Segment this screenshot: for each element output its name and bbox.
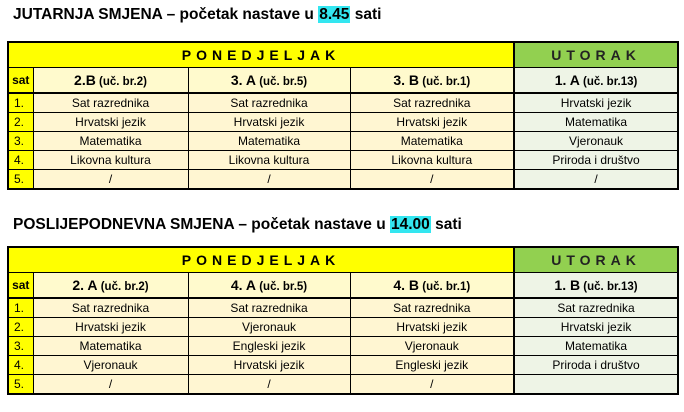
sat-header: sat: [8, 68, 33, 94]
subject-cell: /: [350, 170, 514, 190]
class-room: (uč. br.2): [95, 76, 147, 88]
subject-cell: Sat razrednika: [188, 298, 350, 318]
lesson-row: [8, 151, 678, 170]
class-name: 1. A: [554, 72, 580, 88]
subject-cell: Engleski jezik: [350, 356, 514, 375]
lesson-number: 4.: [8, 356, 33, 375]
day-tuesday: UTORAK: [514, 42, 678, 68]
morning-start-time: 8.45: [319, 6, 350, 23]
lesson-number: 2.: [8, 318, 33, 337]
afternoon-heading-suffix: sati: [430, 216, 462, 233]
sat-header: sat: [8, 273, 33, 299]
class-room: (uč. br.13): [580, 281, 638, 293]
class-header-row: [8, 68, 678, 94]
subject-cell: Likovna kultura: [188, 151, 350, 170]
subject-cell: Sat razrednika: [33, 298, 188, 318]
day-header-row: [8, 247, 678, 273]
subject-cell: Matematika: [33, 337, 188, 356]
lesson-row: [8, 375, 678, 395]
lesson-row: [8, 298, 678, 318]
lesson-number: 1.: [8, 93, 33, 113]
day-header-row: [8, 42, 678, 68]
morning-heading-suffix: sati: [350, 6, 382, 23]
morning-heading: [13, 6, 381, 24]
subject-cell: Hrvatski jezik: [350, 113, 514, 132]
subject-cell: Vjeronauk: [33, 356, 188, 375]
class-name: 2.B: [74, 72, 96, 88]
class-room: (uč. br.13): [579, 76, 638, 88]
class-room: (uč. br.1): [419, 281, 471, 293]
class-header-row: [8, 273, 678, 299]
subject-cell: Vjeronauk: [188, 318, 350, 337]
subject-cell: Matematika: [514, 337, 678, 356]
class-header: [33, 273, 188, 299]
class-name: 4. A: [230, 277, 257, 293]
lesson-row: [8, 356, 678, 375]
subject-cell: [514, 375, 678, 395]
class-room: (uč. br.2): [97, 281, 149, 293]
subject-cell: /: [33, 375, 188, 395]
lesson-number: 4.: [8, 151, 33, 170]
subject-cell: Hrvatski jezik: [188, 356, 350, 375]
class-room: (uč. br.5): [256, 76, 308, 88]
afternoon-start-time: 14.00: [391, 216, 430, 233]
morning-heading-prefix: JUTARNJA SMJENA – početak nastave u: [13, 6, 319, 23]
subject-cell: Likovna kultura: [33, 151, 188, 170]
class-name: 3. A: [230, 72, 257, 88]
subject-cell: Sat razrednika: [350, 298, 514, 318]
subject-cell: Hrvatski jezik: [188, 113, 350, 132]
class-name: 4. B: [393, 277, 420, 293]
class-header: [350, 68, 514, 94]
subject-cell: /: [188, 170, 350, 190]
subject-cell: Sat razrednika: [33, 93, 188, 113]
lesson-row: [8, 132, 678, 151]
lesson-number: 5.: [8, 170, 33, 190]
class-room: (uč. br.5): [256, 281, 308, 293]
class-name: 3. B: [393, 72, 420, 88]
lesson-row: [8, 337, 678, 356]
subject-cell: Vjeronauk: [514, 132, 678, 151]
lesson-row: [8, 113, 678, 132]
afternoon-heading-prefix: POSLIJEPODNEVNA SMJENA – početak nastave u: [13, 216, 390, 233]
class-header: [350, 273, 514, 299]
class-room: (uč. br.1): [419, 76, 471, 88]
class-header: [188, 273, 350, 299]
class-header: [33, 68, 188, 94]
lesson-number: 3.: [8, 132, 33, 151]
subject-cell: /: [350, 375, 514, 395]
subject-cell: Matematika: [33, 132, 188, 151]
subject-cell: Matematika: [188, 132, 350, 151]
subject-cell: Sat razrednika: [188, 93, 350, 113]
class-header: [514, 68, 678, 94]
lesson-row: [8, 93, 678, 113]
subject-cell: Hrvatski jezik: [33, 113, 188, 132]
subject-cell: Likovna kultura: [350, 151, 514, 170]
class-header: [514, 273, 678, 299]
day-monday: PONEDJELJAK: [8, 42, 514, 68]
subject-cell: Sat razrednika: [514, 298, 678, 318]
lesson-row: [8, 170, 678, 190]
day-monday: PONEDJELJAK: [8, 247, 514, 273]
subject-cell: Engleski jezik: [188, 337, 350, 356]
subject-cell: Matematika: [350, 132, 514, 151]
subject-cell: /: [514, 170, 678, 190]
subject-cell: Hrvatski jezik: [514, 93, 678, 113]
class-header: [188, 68, 350, 94]
class-name: 2. A: [72, 277, 98, 293]
morning-schedule-table: [7, 41, 679, 190]
subject-cell: Hrvatski jezik: [33, 318, 188, 337]
lesson-number: 1.: [8, 298, 33, 318]
subject-cell: Matematika: [514, 113, 678, 132]
subject-cell: Hrvatski jezik: [514, 318, 678, 337]
class-name: 1. B: [554, 277, 581, 293]
afternoon-schedule-table: [7, 246, 679, 395]
lesson-number: 2.: [8, 113, 33, 132]
subject-cell: Priroda i društvo: [514, 356, 678, 375]
subject-cell: Sat razrednika: [350, 93, 514, 113]
subject-cell: Hrvatski jezik: [350, 318, 514, 337]
lesson-row: [8, 318, 678, 337]
lesson-number: 3.: [8, 337, 33, 356]
day-tuesday: UTORAK: [514, 247, 678, 273]
afternoon-heading: [13, 216, 462, 234]
subject-cell: Priroda i društvo: [514, 151, 678, 170]
subject-cell: /: [188, 375, 350, 395]
subject-cell: Vjeronauk: [350, 337, 514, 356]
lesson-number: 5.: [8, 375, 33, 395]
subject-cell: /: [33, 170, 188, 190]
